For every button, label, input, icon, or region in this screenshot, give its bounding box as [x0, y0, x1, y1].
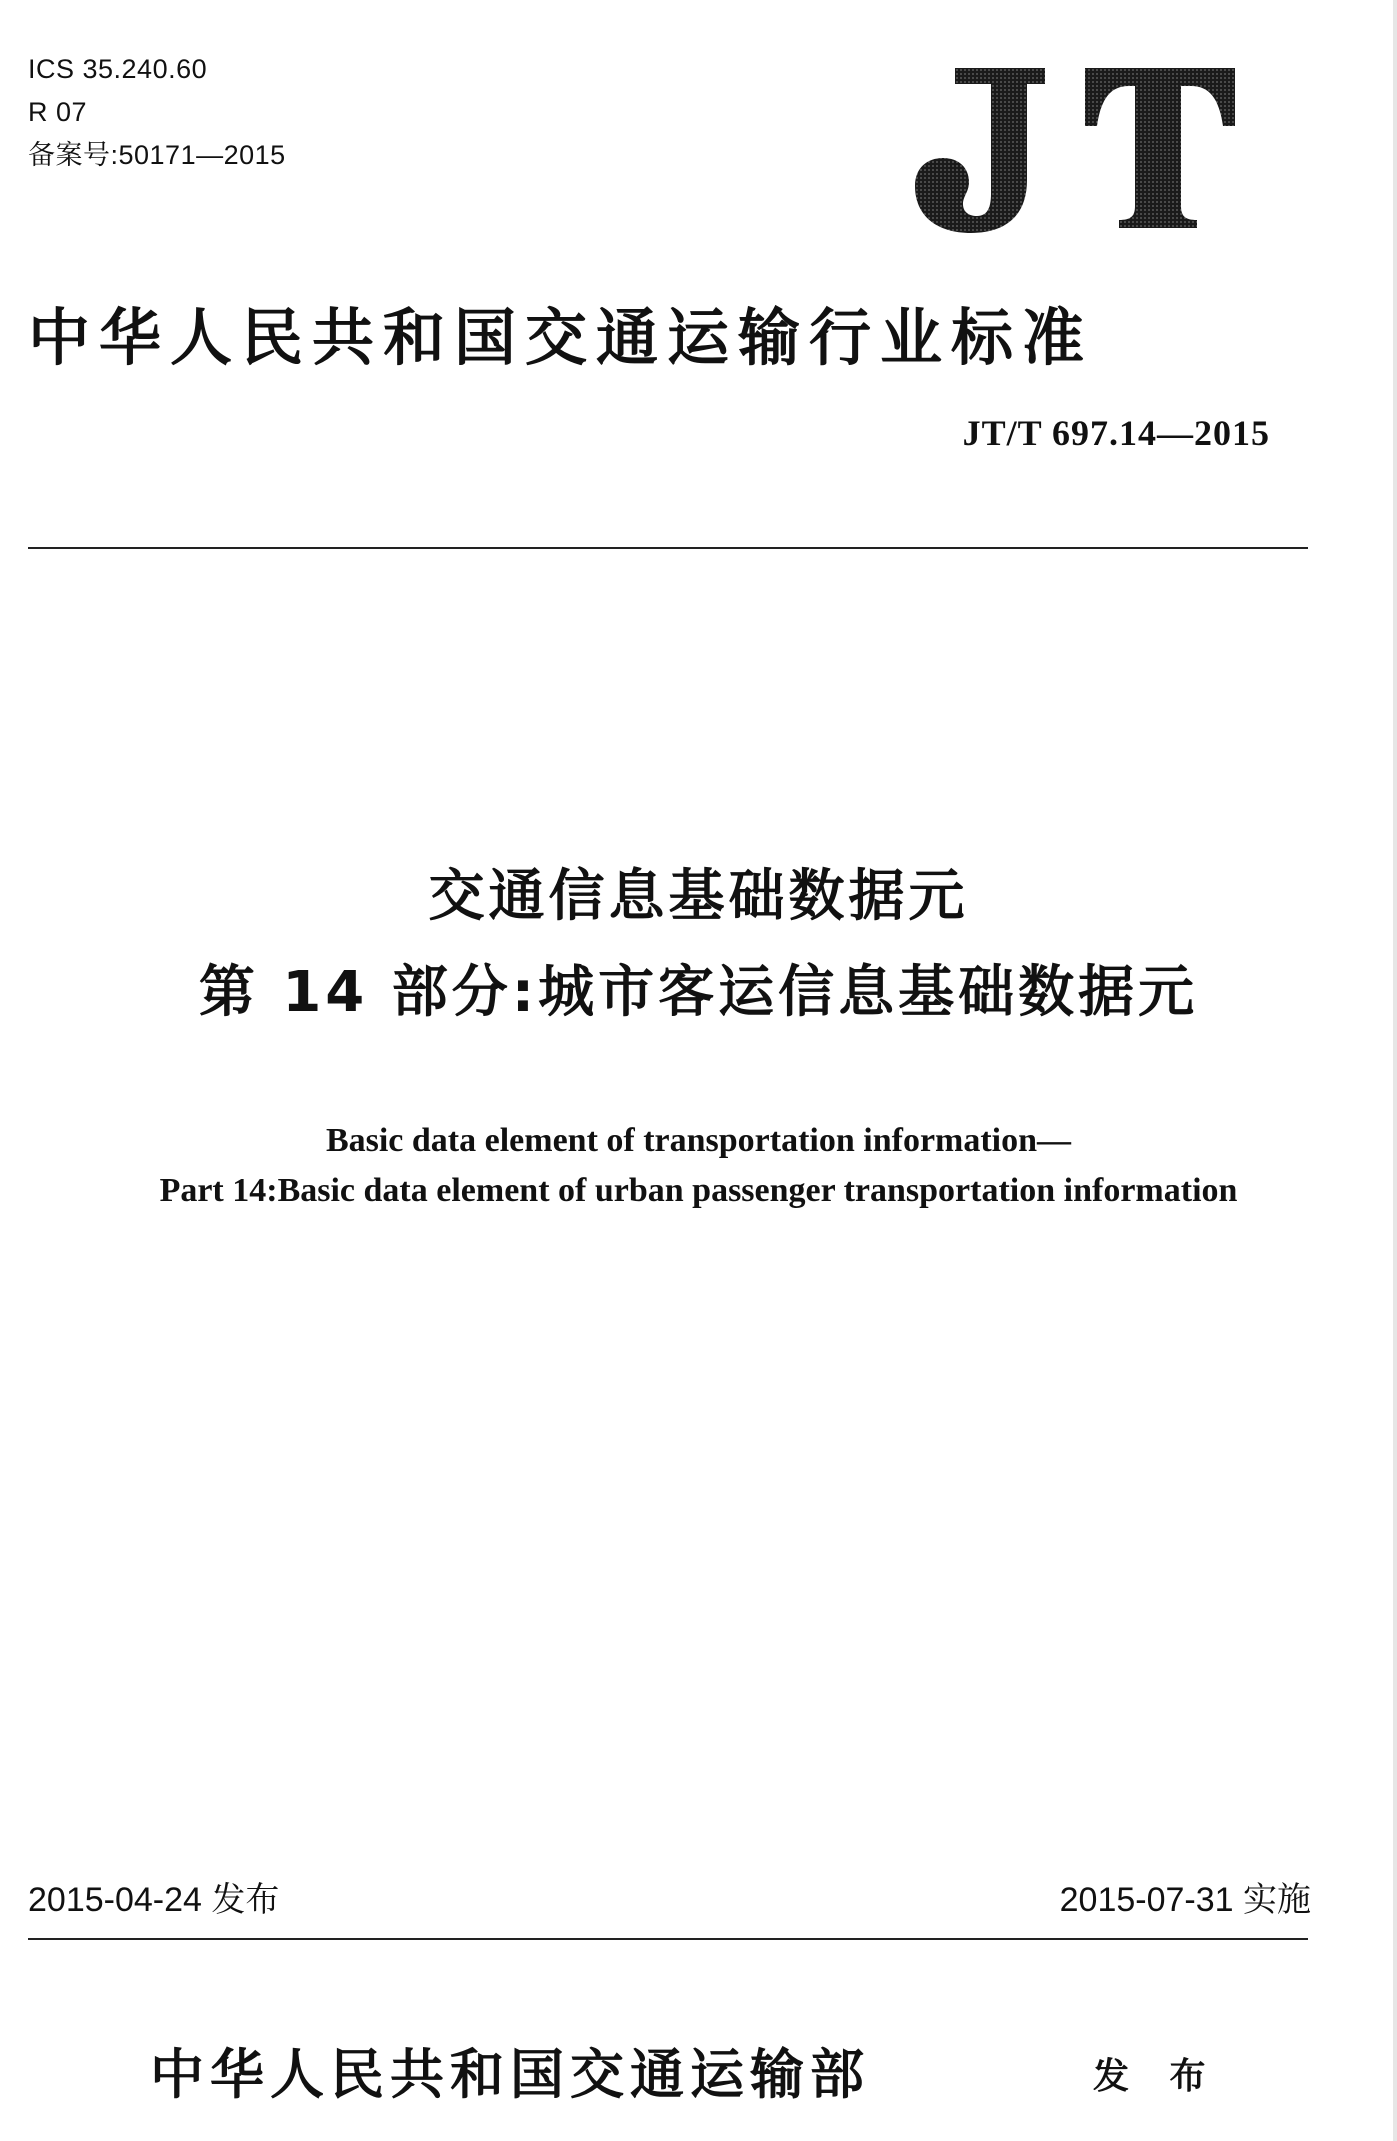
publisher-name: 中华人民共和国交通运输部 [150, 2042, 870, 2106]
ics-code: ICS 35.240.60 [28, 54, 208, 84]
publish-label: 发 布 [1093, 2056, 1220, 2097]
title-en-line1: Basic data element of transportation information— [325, 1122, 1072, 1159]
metadata-block [28, 48, 286, 177]
implementation-date: 2015-07-31 实施 [1059, 1881, 1311, 1919]
category-code: R 07 [28, 97, 88, 127]
document-type-title: 中华人民共和国交通运输行业标准 [28, 301, 1094, 374]
title-cn-line1: 交通信息基础数据元 [428, 864, 969, 929]
standard-number: JT/T 697.14—2015 [962, 413, 1270, 453]
page-edge [1393, 0, 1397, 2141]
title-cn-line2: 第 14 部分:城市客运信息基础数据元 [198, 960, 1199, 1025]
issue-date: 2015-04-24 发布 [28, 1881, 280, 1919]
title-en-line2: Part 14:Basic data element of urban passenger transportation information [159, 1172, 1238, 1209]
filing-number: 备案号:50171—2015 [28, 140, 286, 170]
footer-divider [28, 1938, 1308, 1940]
jt-logo [915, 68, 1235, 233]
header-divider [28, 547, 1308, 549]
